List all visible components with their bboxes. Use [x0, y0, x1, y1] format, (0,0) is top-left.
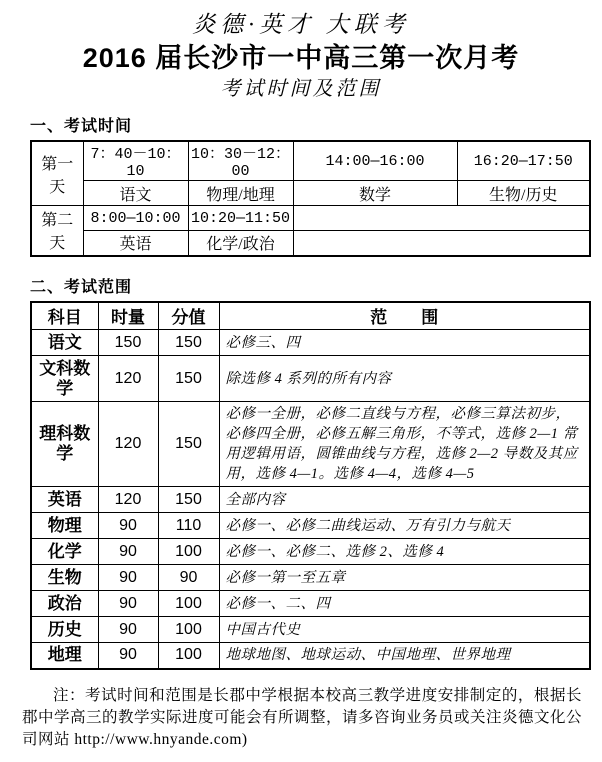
table-row [31, 206, 590, 231]
range-cell: 必修一、必修二、选修 2、选修 4 [219, 539, 590, 565]
table-row [31, 643, 590, 669]
table-header-row [31, 302, 590, 330]
column-header-range: 范 围 [219, 302, 590, 330]
page-title: 2016 届长沙市一中高三第一次月考 [82, 43, 520, 73]
score-cell: 100 [158, 591, 219, 617]
duration-cell: 90 [98, 591, 158, 617]
time-cell: 14:00—16:00 [293, 141, 457, 181]
section-heading-exam-scope: 二、考试范围 [30, 278, 133, 296]
subject-cell: 物理 [31, 513, 98, 539]
range-cell: 中国古代史 [219, 617, 590, 643]
subject-cell: 英语 [31, 487, 98, 513]
score-cell: 110 [158, 513, 219, 539]
duration-cell: 120 [98, 356, 158, 402]
table-row [31, 539, 590, 565]
time-cell: 10:20—11:50 [188, 206, 293, 231]
duration-cell: 90 [98, 617, 158, 643]
duration-cell: 90 [98, 565, 158, 591]
range-cell: 除选修 4 系列的所有内容 [219, 356, 590, 402]
exam-time-table [30, 140, 591, 257]
empty-cell [293, 206, 590, 231]
brand-title: 炎德·英才 大联考 [192, 12, 410, 37]
range-cell: 必修一、必修二曲线运动、万有引力与航天 [219, 513, 590, 539]
table-row [31, 565, 590, 591]
subject-cell: 地理 [31, 643, 98, 669]
range-cell: 必修三、四 [219, 330, 590, 356]
time-cell: 16:20—17:50 [457, 141, 590, 181]
time-cell: 8:00—10:00 [83, 206, 188, 231]
table-row [31, 181, 590, 206]
table-row [31, 330, 590, 356]
column-header-subject: 科目 [31, 302, 98, 330]
score-cell: 150 [158, 487, 219, 513]
subject-cell: 语文 [83, 181, 188, 206]
score-cell: 100 [158, 539, 219, 565]
table-row [31, 402, 590, 487]
score-cell: 150 [158, 402, 219, 487]
subject-cell: 历史 [31, 617, 98, 643]
range-cell: 必修一全册，必修二直线与方程，必修三算法初步，必修四全册，必修五解三角形，不等式，选修 2—1 常用逻辑用语，圆锥曲线与方程，选修 2—2 导数及其应用，选修 4—1。选修 4—4，选修 4—5 [219, 402, 590, 487]
duration-cell: 90 [98, 643, 158, 669]
table-row [31, 617, 590, 643]
column-header-score: 分值 [158, 302, 219, 330]
page-subtitle: 考试时间及范围 [220, 78, 382, 100]
subject-cell: 政治 [31, 591, 98, 617]
subject-cell: 理科数学 [31, 402, 98, 487]
subject-cell: 物理/地理 [188, 181, 293, 206]
time-cell: 10：30－12：00 [188, 141, 293, 181]
table-row [31, 356, 590, 402]
range-cell: 必修一、二、四 [219, 591, 590, 617]
table-row [31, 591, 590, 617]
score-cell: 90 [158, 565, 219, 591]
score-cell: 100 [158, 643, 219, 669]
column-header-duration: 时量 [98, 302, 158, 330]
subject-cell: 生物/历史 [457, 181, 590, 206]
footnote: 注：考试时间和范围是长郡中学根据本校高三教学进度安排制定的，根据长郡中学高三的教学实际进度可能会有所调整，请多咨询业务员或关注炎德文化公司网站 http://www.hnyande.com) [22, 686, 583, 748]
table-row [31, 231, 590, 256]
table-row [31, 487, 590, 513]
subject-cell: 英语 [83, 231, 188, 256]
range-cell: 地球地图、地球运动、中国地理、世界地理 [219, 643, 590, 669]
score-cell: 150 [158, 330, 219, 356]
section-heading-exam-time: 一、考试时间 [30, 118, 133, 135]
exam-scope-table [30, 301, 591, 670]
empty-cell [293, 231, 590, 256]
table-row [31, 513, 590, 539]
subject-cell: 文科数学 [31, 356, 98, 402]
subject-cell: 语文 [31, 330, 98, 356]
duration-cell: 150 [98, 330, 158, 356]
subject-cell: 化学 [31, 539, 98, 565]
day2-label-cell: 第二天 [31, 206, 83, 256]
subject-cell: 化学/政治 [188, 231, 293, 256]
duration-cell: 90 [98, 539, 158, 565]
subject-cell: 数学 [293, 181, 457, 206]
day1-label-cell: 第一天 [31, 141, 83, 206]
range-cell: 全部内容 [219, 487, 590, 513]
time-cell: 7：40－10：10 [83, 141, 188, 181]
score-cell: 150 [158, 356, 219, 402]
subject-cell: 生物 [31, 565, 98, 591]
range-cell: 必修一第一至五章 [219, 565, 590, 591]
duration-cell: 120 [98, 402, 158, 487]
score-cell: 100 [158, 617, 219, 643]
duration-cell: 90 [98, 513, 158, 539]
table-row [31, 141, 590, 181]
duration-cell: 120 [98, 487, 158, 513]
